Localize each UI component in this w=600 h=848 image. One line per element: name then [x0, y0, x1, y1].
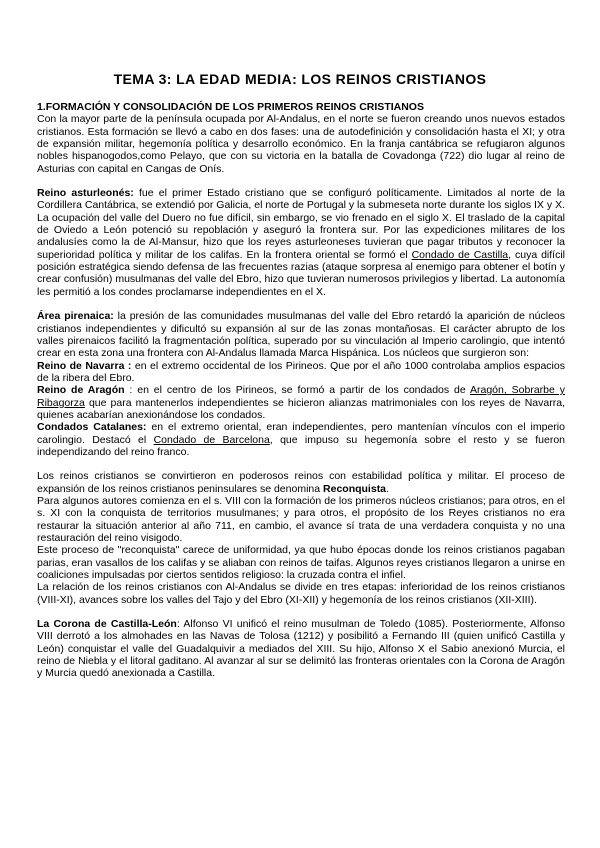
reconquista-p1-end: .	[386, 482, 389, 495]
navarra-text: en el extremo occidental de los Pirineos. Que por el año 1000 controlaba amplios espacios de la ribera del Ebro.	[37, 359, 565, 384]
navarra-paragraph	[37, 360, 565, 385]
catalanes-term: Condados Catalanes:	[37, 421, 147, 434]
reconquista-p1-text: Los reinos cristianos se convirtieron en poderosos reinos con estabilidad política y militar. El proceso de expansión de los reinos cristianos peninsulares se denomina	[37, 470, 565, 495]
asturleones-text-b: , cuya difícil posición estratégica siendo defensa de las frecuentes razias (ataque sorpresa al enemigo para obtener el botín y crear confusión) musulmanas del valle del Ebro, hizo que tuvieran numerosos privilegios y libertad. La autonomía les permitió a los condes proclamarse independientes en el X.	[37, 248, 565, 298]
asturleones-term: Reino asturleonés:	[37, 187, 134, 200]
castilla-paragraph	[37, 618, 565, 680]
castilla-term: La Corona de Castilla-León	[37, 618, 177, 631]
condado-castilla-link: Condado de Castilla	[411, 248, 509, 261]
aragon-text-a: : en el centro de los Pirineos, se formó a partir de los condados de	[124, 384, 470, 397]
castilla-text: : Alfonso VI unificó el reino musulman de Toledo (1085). Posteriormente, Alfonso VIII derrotó a los almohades en las Navas de Tolosa (1212) y posibilitó a Fernando III (quien unificó Castilla y León) conquistar el valle del Guadalquivir a mediados del XIII. Su hijo, Alfonso X el Sabio anexionó Murcia, el reino de Niebla y el litoral gaditano. Al avanzar al sur se delimitó las fronteras orientales con la Corona de Aragón y Murcia quedó anexionada a Castilla.	[37, 618, 566, 680]
pirenaica-paragraph	[37, 310, 565, 359]
document-body	[37, 101, 565, 680]
pirenaica-term: Área pirenaica:	[37, 310, 114, 323]
asturleones-paragraph	[37, 187, 565, 298]
section-heading: 1.FORMACIÓN Y CONSOLIDACIÓN DE LOS PRIMEROS REINOS CRISTIANOS	[37, 101, 424, 113]
intro-paragraph: Con la mayor parte de la península ocupada por Al-Andalus, en el norte se fueron creando unos nuevos estados cristianos. Esta formación se llevó a cabo en dos fases: una de autodefinición y consolidación hasta el XI; y otra de expansión militar, hegemonía política y desarrollo económico. En la franja cantábrica se refugiaron algunos nobles hispanogodos,como Pelayo, que con su victoria en la batalla de Covadonga (722) dio lugar al reino de Asturias con capital en Cangas de Onís.	[37, 113, 565, 175]
aragon-condados-link: Aragón, Sobrarbe y Ribagorza	[37, 384, 565, 409]
catalanes-text-a: en el extremo oriental, eran independientes, pero mantenían vínculos con el imperio carolingio. Destacó el	[37, 421, 565, 446]
reconquista-paragraph-2: Para algunos autores comienza en el s. VIII con la formación de los primeros núcleos cristianos; para otros, en el s. XI con la conquista de territorios musulmanes; y para otros, el propósito de los Reyes cristianos no era restaurar la situación anterior al año 711, en cambio, el avance sí trata de una verdadera conquista y no una restauración del reino visigodo.	[37, 494, 565, 544]
condado-barcelona-link: Condado de Barcelona	[153, 433, 270, 446]
reconquista-paragraph-1	[37, 470, 565, 495]
pirenaica-text: la presión de las comunidades musulmanas del valle del Ebro retardó la aparición de núcleos cristianos independientes y dificultó su expansión al sur de las zonas montañosas. El carácter abrupto de los valles pirenaicos facilitó la fragmentación política, superado por su vinculación al Imperio carolingio, que intentó crear en esta zona una frontera con Al-Andalus llamada Marca Hispánica. Los núcleos que surgieron son:	[37, 310, 566, 360]
reconquista-paragraph-4: La relación de los reinos cristianos con Al-Andalus se divide en tres etapas: inferioridad de los reinos cristianos (VIII-XI), avances sobre los valles del Tajo y del Ebro (XI-XII) y hegemonía de los reinos cristianos (XII-XIII).	[37, 581, 565, 606]
aragon-paragraph	[37, 384, 565, 421]
catalanes-text-b: , que impuso su hegemonía sobre el resto y se fueron independizando del reino franco.	[37, 433, 565, 458]
catalanes-paragraph	[37, 421, 565, 458]
aragon-term: Reino de Aragón	[37, 384, 125, 397]
reconquista-term: Reconquista	[323, 482, 387, 495]
reconquista-paragraph-3: Este proceso de "reconquista" carece de uniformidad, ya que hubo épocas donde los reinos cristianos pagaban parias, eran vasallos de los califas y se aliaban con reinos de taifas. Algunos reyes cristianos llegaron a unirse en coaliciones impulsadas por ciertos sentidos religioso: la cruzada contra el infiel.	[37, 544, 565, 582]
page-title: TEMA 3: LA EDAD MEDIA: LOS REINOS CRISTIANOS	[113, 71, 487, 87]
aragon-text-b: que para mantenerlos independientes se hicieron alianzas matrimoniales con los reyes de Navarra, quienes acabarían anexionándose los condados.	[37, 396, 565, 421]
navarra-term: Reino de Navarra :	[37, 359, 132, 372]
asturleones-text-a: fue el primer Estado cristiano que se configuró políticamente. Limitados al norte de la Cordillera Cantábrica, se extendió por Galicia, el norte de Portugal y la submeseta norte durante los siglos IX y X. La ocupación del valle del Duero no fue difícil, sin embargo, se vio frenado en el siglo X. El traslado de la capital de Oviedo a León potenció su repoblación y aseguró la frontera sur. Por las expediciones militares de los andalusíes como la de Al-Mansur, hizo que los reyes asturleoneses tuvieran que pagar tributos y reconocer la superioridad política y militar de los califas. En la frontera oriental se formó el	[37, 187, 565, 261]
